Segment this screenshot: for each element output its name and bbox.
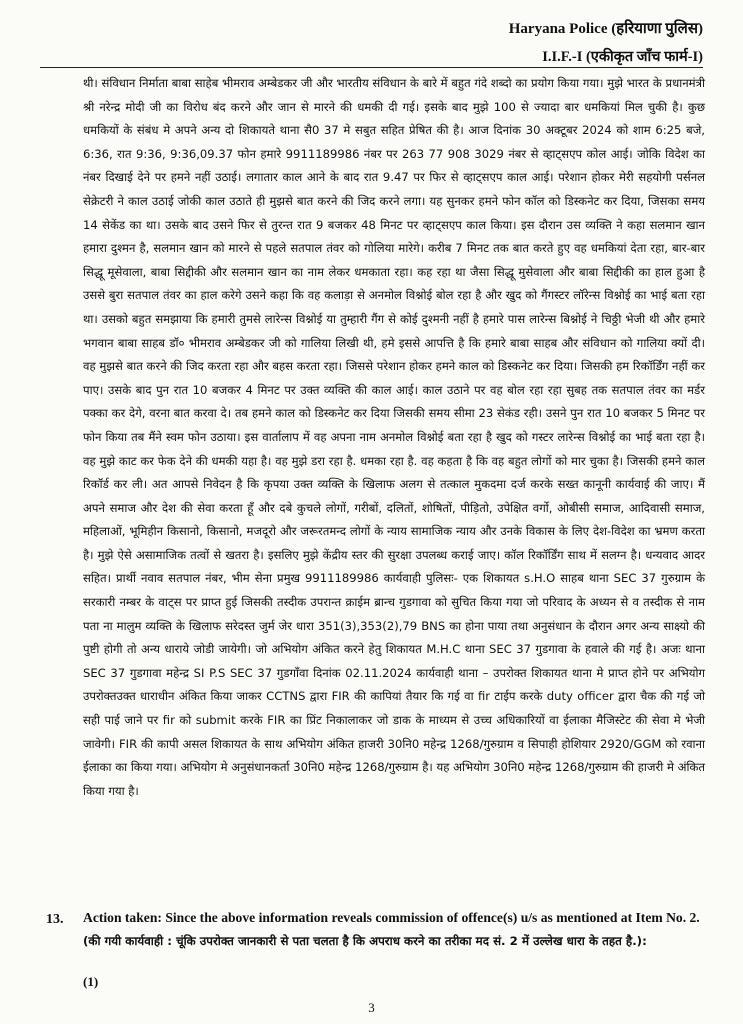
- page-number: 3: [368, 1000, 375, 1015]
- sub-item-number: (1): [83, 974, 99, 989]
- complaint-paragraph: थी। संविधान निर्माता बाबा साहेब भीमराव अम्बेडकर जी और भारतीय संविधान के बारे में बहुत गंदे शब्दो का प्रयोग किया गया। मुझे भारत के प्रधानमंत्री श्री नरेन्द्र मोदी जी का विरोध बंद करने और जान से मारने की धमकी दी गई। इसके बाद मुझे 100 से ज्यादा बार धमकियां मिल चुकी है। कुछ धमकियों के संबंध मे अपने अन्य दो शिकायते थाना सै0 37 मे सबुत सहित प्रेषित की है। आज दिनांक 30 अक्टूबर 2024 को शाम 6:25 बजे, 6:36, रात 9:36, 9:36,09.37 फोन हमारे 9911189986 नंबर पर 263 77 908 3029 नंबर से व्हाट्सएप कोल आई। जोकि विदेश का नंबर दिखाई देने पर हमने नहीं उठाई। लगातार काल आने के बाद रात 9.47 पर फिर से व्हाट्सएप काल आई। परेशान होकर मेरी सहयोगी पर्सनल सेक्रेटरी ने काल उठाई जोकी काल उठाते ही मुझसे बात करने की जिद करने लगा। यह सुनकर हमने फोन कॉल को डिस्कनेट कर दिया, जिसका समय 14 सेकेंड का था। उसके बाद उसने फिर से तुरन्त रात 9 बजकर 48 मिनट पर व्हाट्सएप काल किया। इस दौरान उस व्यक्ति ने कहा सलमान खान हमारा दुश्मन है, सलमान खान को मारने से पहले सतपाल तंवर को गोलिया मारेगे। करीब 7 मिनट तक बात करते हुए वह धमकियां देता रहा, बार-बार सिद्धू मूसेवाला, बाबा सिद्दीकी और सलमान खान का नाम लेकर धमकाता रहा। कह रहा था जैसा सिद्धू मुसेवाला और बाबा सिद्दीकी का हाल हुआ है उससे बुरा सतपाल तंवर का हाल करेगे उसने कहा कि वह कलाड़ा से अनमोल विश्नोई बोल रहा है और खुद को गैंगस्टर लॉरेन्स विश्नोई का भाई बता रहा था। उसको बहुत समझाया कि हमारी तुमसे लारेन्स विश्नोई या तुम्हारी गैंग से कोई दुश्मनी नहीं है हमारे पास लारेन्स बिश्नोई ने चिठ्ठी भेजी थी और हमारे भगवान बाबा साहब डॉ० भीमराव अम्बेडकर जी को गालिया लिखी थी, हमे इससे आपत्ति है कि हमारे बाबा साहब और संविधान को गालिया क्यों दी। वह मुझसे बात करने की जिद करता रहा और बहस करता रहा। जिससे परेशान होकर हमने काल को डिस्कनेट कर दिया। जिसकी हम रिकॉर्डिंग नहीं कर पाए। उसके बाद पुन रात 10 बजकर 4 मिनट पर उक्त व्यक्ति की काल आई। काल उठाने पर वह बोल रहा रहा सुबह तक सतपाल तंवर का मर्डर पक्का कर देगे, वरना बात करवा दे। तब हमने काल को डिस्कनेट कर दिया जिसकी समय सीमा 23 सेकंड रही। उसने पुन रात 10 बजकर 5 मिनट पर फोन किया तब मैंने स्वम फोन उठाया। इस वार्तालाप में वह अपना नाम अनमोल विश्नोई बता रहा है खुद को गस्टर लारेन्स विश्नोई का भाई बता रहा है। वह मुझे काट कर फेक देने की धमकी यहा है। वह मुझे डरा रहा है. धमका रहा है. वह कहता है कि वह बहुत लोगों को मार चुका है। जिसकी हमने काल रिकॉर्ड कर ली। अत आपसे निवेदन है कि कृपया उक्त व्यक्ति के खिलाफ अलग से तत्काल मुकदमा दर्ज करके सख्त कानूनी कार्यवाई की जाए। मैं अपने समाज और देश की सेवा करता हूँ और दबे कुचले लोगों, गरीबों, दलितों, शोषितों, पीड़ितो, उपेक्षित वर्गो, ओबीसी समाज, आदिवासी समाज, महिलाओं, भूमिहीन किसानो, किसानो, मजदूरो और जरूरतमन्द लोगों के न्याय सामाजिक न्याय और उनके विकास के लिए देश-विदेश का भ्रमण करता है। मुझे ऐसे असामाजिक तत्वों से खतरा है। इसलिए मुझे केंद्रीय स्तर की सुरक्षा उपलब्ध कराई जाए। कॉल रिकॉर्डिंग साथ में सलग्न है। धन्यवाद आदर सहित। प्रार्थी नवाव सतपाल नंबर, भीम सेना प्रमुख 9911189986 कार्यवाही पुलिसः- एक शिकायत s.H.O साहब थाना SEC 37 गुरुग्राम के सरकारी नम्बर के वाट्स पर प्राप्त हुई जिसकी तस्दीक उपरान्त क्राईम ब्रान्च गुडगावा को सुचित किया गया जो परिवाद के अध्यन से व तस्दीक से नाम पता ना मालुम व्यक्ति के खिलाफ सरेदस्त जुर्म जेर धारा 351(3),353(2),79 BNS का होना पाया तथा अनुसंधान के दौरान अगर अन्य साक्ष्यो की पुष्टी होगी तो अन्य धाराये जोडी जायेगी। जो अभियोग अंकित करने हेतु शिकायत M.H.C थाना SEC 37 गुडगावा के हवाले की गई है। अजः थाना SEC 37 गुडगावा महेन्द्र SI P.S SEC 37 गुडगाँवा दिनांक 02.11.2024 कार्यवाही थाना – उपरोक्त शिकायत थाना मे प्राप्त होने पर अभियोग उपरोक्तउक्त धाराधीन अंकित किया जाकर CCTNS द्वारा FIR की कापियां तैयार कि गई वा fir टाईप करके duty officer द्वारा चैक की गई जो सही पाई जाने पर fir को submit करके FIR का प्रिंट निकालाकर जो डाक के माध्यम से उच्च अधिकारियों वा ईलाका मैजिस्टेट की सेवा मे भेजी जावेगी। FIR की कापी असल शिकायत के साथ अभियोग अंकित हाजरी 30नि0 महेन्द्र 1268/गुरुग्राम व सिपाही होशियार 2920/GGM को रवाना ईलाका का किया गया। अभियोग मे अनुसंधानकर्ता 30नि0 महेन्द्र 1268/गुरुग्राम है। यह अभियोग 30नि0 महेन्द्र 1268/गुरुग्राम की हाजरी मे अंकित किया गया है।: [83, 76, 705, 798]
- form-title: I.I.F.-I (एकीकृत जाँच फार्म-I): [542, 49, 703, 65]
- item-number: 13.: [46, 912, 64, 927]
- complaint-body: [83, 72, 705, 803]
- header-divider: [40, 67, 703, 68]
- department-header: Haryana Police (हरियाणा पुलिस): [508, 21, 703, 37]
- action-taken-hindi: (की गयी कार्यवाही : चूंकि उपरोक्त जानकारी से पता चलता है कि अपराध करने का तरीका मद सं. 2 में उल्लेख धारा के तहत है.):: [83, 934, 647, 948]
- action-taken-english: Action taken: Since the above information reveals commission of offence(s) u/s as mentioned at Item No. 2.: [83, 910, 700, 925]
